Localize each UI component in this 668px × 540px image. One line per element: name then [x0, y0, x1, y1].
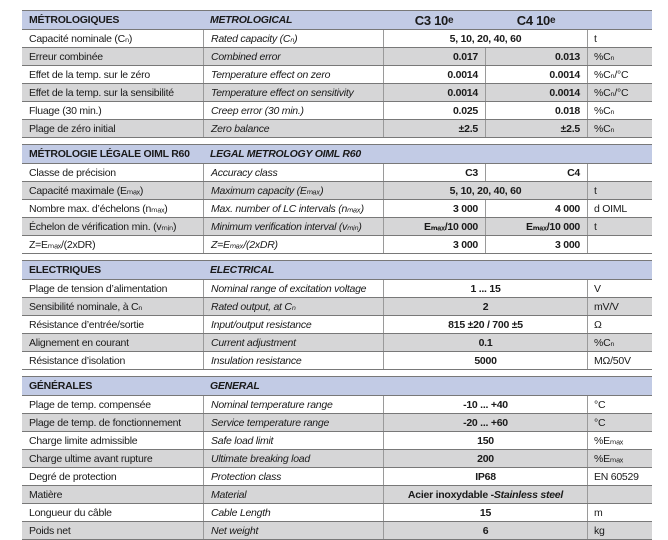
section-header-unit-cell	[587, 261, 652, 279]
label-en-cell: Net weight	[203, 522, 383, 539]
unit-cell: %Cₙ/°C	[587, 84, 652, 101]
model-header-c4	[485, 145, 587, 163]
label-en-cell: Insulation resistance	[203, 352, 383, 369]
label-en-cell: Cable Length	[203, 504, 383, 521]
model-c4-label: C4 10	[516, 13, 550, 28]
unit-cell: d OIML	[587, 200, 652, 217]
section-title-fr: GÉNÉRALES	[29, 380, 93, 392]
unit-cell: %Cₙ	[587, 48, 652, 65]
value-merged-cell: 815 ±20 / 700 ±5	[383, 316, 587, 333]
value-merged-cell: -20 ... +60	[383, 414, 587, 431]
value-c4-cell: 0.0014	[485, 66, 587, 83]
value-c4-cell: ±2.5	[485, 120, 587, 137]
unit-cell: %Cₙ	[587, 120, 652, 137]
spec-section-4	[22, 376, 652, 540]
table-row	[22, 200, 652, 218]
label-fr-cell: Classe de précision	[29, 166, 116, 179]
unit-cell: °C	[587, 396, 652, 413]
model-header-c3	[383, 145, 485, 163]
table-row	[22, 102, 652, 120]
unit-cell: t	[587, 182, 652, 199]
table-row	[22, 164, 652, 182]
value-c4-cell: 0.013	[485, 48, 587, 65]
section-title-fr: ELECTRIQUES	[29, 264, 101, 276]
label-en-cell: Maximum capacity (Eₘₐₓ)	[203, 182, 383, 199]
table-row	[22, 352, 652, 370]
value-merged-cell: 5000	[383, 352, 587, 369]
value-c3-cell: 3 000	[383, 236, 485, 253]
unit-cell: MΩ/50V	[587, 352, 652, 369]
label-en-cell: Rated output, at Cₙ	[203, 298, 383, 315]
label-en-cell: Accuracy class	[203, 164, 383, 181]
value-merged-cell: 0.1	[383, 334, 587, 351]
unit-cell: Ω	[587, 316, 652, 333]
label-fr-cell: Plage de temp. compensée	[29, 398, 151, 411]
label-en-cell: Rated capacity (Cₙ)	[203, 30, 383, 47]
unit-cell: t	[587, 30, 652, 47]
value-merged-italic: Stainless steel	[493, 488, 564, 501]
table-row	[22, 450, 652, 468]
value-c3-cell: C3	[383, 164, 485, 181]
value-c4-cell: Eₘₐₓ/10 000	[485, 218, 587, 235]
label-en-cell: Safe load limit	[203, 432, 383, 449]
label-en-cell: Temperature effect on zero	[203, 66, 383, 83]
label-en-cell: Minimum verification interval (vₘᵢₙ)	[203, 218, 383, 235]
value-merged-cell: Acier inoxydable - Stainless steel	[383, 486, 587, 503]
unit-cell: %Eₘₐₓ	[587, 432, 652, 449]
model-header-c3	[383, 11, 485, 29]
section-header-row	[22, 145, 652, 164]
label-en-cell: Current adjustment	[203, 334, 383, 351]
table-row	[22, 504, 652, 522]
label-fr-cell: Charge limite admissible	[29, 434, 138, 447]
label-en-cell: Combined error	[203, 48, 383, 65]
section-header-unit-cell	[587, 377, 652, 395]
value-c4-cell: C4	[485, 164, 587, 181]
value-c4-cell: 0.0014	[485, 84, 587, 101]
spec-section-2	[22, 144, 652, 254]
label-en-cell: Creep error (30 min.)	[203, 102, 383, 119]
label-fr-cell: Erreur combinée	[29, 50, 103, 63]
section-header-unit-cell	[587, 145, 652, 163]
value-merged-cell: 6	[383, 522, 587, 539]
model-header-c3	[383, 261, 485, 279]
table-row	[22, 120, 652, 138]
table-row	[22, 522, 652, 540]
label-fr-cell: Charge ultime avant rupture	[29, 452, 153, 465]
value-c4-cell: 4 000	[485, 200, 587, 217]
table-row	[22, 316, 652, 334]
table-row	[22, 414, 652, 432]
table-row	[22, 432, 652, 450]
unit-cell: °C	[587, 414, 652, 431]
table-row	[22, 30, 652, 48]
label-en-cell: Nominal range of excitation voltage	[203, 280, 383, 297]
label-fr-cell: Nombre max. d’échelons (nₘₐₓ)	[29, 202, 168, 215]
unit-cell: V	[587, 280, 652, 297]
table-row	[22, 84, 652, 102]
section-title-en: METROLOGICAL	[210, 14, 293, 26]
label-fr-cell: Degré de protection	[29, 470, 117, 483]
value-c4-cell: 3 000	[485, 236, 587, 253]
table-row	[22, 66, 652, 84]
label-en-cell: Max. number of LC intervals (nₘₐₓ)	[203, 200, 383, 217]
unit-cell: m	[587, 504, 652, 521]
model-header-c4	[485, 377, 587, 395]
label-fr-cell: Résistance d’entrée/sortie	[29, 318, 144, 331]
section-title-en: ELECTRICAL	[210, 264, 274, 276]
value-merged-cell: 2	[383, 298, 587, 315]
model-header-c4	[485, 261, 587, 279]
label-en-cell: Material	[203, 486, 383, 503]
spec-section-1	[22, 10, 652, 138]
label-fr-cell: Longueur du câble	[29, 506, 112, 519]
value-merged-cell: 5, 10, 20, 40, 60	[383, 30, 587, 47]
value-merged-cell: 15	[383, 504, 587, 521]
unit-cell	[587, 486, 652, 503]
label-fr-cell: Z=Eₘₐₓ/(2xDR)	[29, 238, 96, 251]
model-c3-suffix: e	[447, 15, 454, 26]
label-fr-cell: Échelon de vérification min. (vₘᵢₙ)	[29, 220, 177, 233]
model-c4-suffix: e	[549, 15, 556, 26]
table-row	[22, 48, 652, 66]
section-header-unit-cell	[587, 11, 652, 29]
section-title-fr: MÉTROLOGIE LÉGALE OIML R60	[29, 148, 190, 160]
value-c4-cell: 0.018	[485, 102, 587, 119]
table-row	[22, 486, 652, 504]
section-header-row	[22, 11, 652, 30]
label-en-cell: Input/output resistance	[203, 316, 383, 333]
section-header-row	[22, 261, 652, 280]
section-title-en: GENERAL	[210, 380, 260, 392]
label-en-cell: Service temperature range	[203, 414, 383, 431]
label-en-cell: Protection class	[203, 468, 383, 485]
section-header-row	[22, 377, 652, 396]
unit-cell	[587, 164, 652, 181]
value-merged-cell: 5, 10, 20, 40, 60	[383, 182, 587, 199]
section-title-en: LEGAL METROLOGY OIML R60	[210, 148, 361, 160]
unit-cell: kg	[587, 522, 652, 539]
value-c3-cell: 3 000	[383, 200, 485, 217]
model-header-c3	[383, 377, 485, 395]
value-merged-cell: 200	[383, 450, 587, 467]
unit-cell: mV/V	[587, 298, 652, 315]
label-fr-cell: Matière	[29, 488, 63, 501]
label-en-cell: Nominal temperature range	[203, 396, 383, 413]
table-row	[22, 298, 652, 316]
label-fr-cell: Plage de tension d’alimentation	[29, 282, 168, 295]
label-fr-cell: Plage de zéro initial	[29, 122, 116, 135]
unit-cell: %Cₙ	[587, 334, 652, 351]
unit-cell: %Cₙ	[587, 102, 652, 119]
value-c3-cell: ±2.5	[383, 120, 485, 137]
value-c3-cell: 0.0014	[383, 66, 485, 83]
table-row	[22, 218, 652, 236]
spec-sheet-table	[22, 10, 652, 540]
value-c3-cell: Eₘₐₓ/10 000	[383, 218, 485, 235]
value-c3-cell: 0.025	[383, 102, 485, 119]
model-header-c4	[485, 11, 587, 29]
table-row	[22, 468, 652, 486]
value-merged-cell: -10 ... +40	[383, 396, 587, 413]
value-merged-cell: 1 ... 15	[383, 280, 587, 297]
value-c3-cell: 0.017	[383, 48, 485, 65]
label-en-cell: Z=Eₘₐₓ/(2xDR)	[203, 236, 383, 253]
label-en-cell: Ultimate breaking load	[203, 450, 383, 467]
unit-cell: EN 60529	[587, 468, 652, 485]
label-fr-cell: Capacité maximale (Eₘₐₓ)	[29, 184, 144, 197]
label-en-cell: Zero balance	[203, 120, 383, 137]
label-fr-cell: Effet de la temp. sur le zéro	[29, 68, 150, 81]
value-merged-cell: 150	[383, 432, 587, 449]
table-row	[22, 182, 652, 200]
label-fr-cell: Plage de temp. de fonctionnement	[29, 416, 181, 429]
value-c3-cell: 0.0014	[383, 84, 485, 101]
table-row	[22, 236, 652, 254]
unit-cell	[587, 236, 652, 253]
label-en-cell: Temperature effect on sensitivity	[203, 84, 383, 101]
table-row	[22, 280, 652, 298]
label-fr-cell: Poids net	[29, 524, 71, 537]
unit-cell: %Eₘₐₓ	[587, 450, 652, 467]
model-c3-label: C3 10	[414, 13, 448, 28]
value-merged-cell: IP68	[383, 468, 587, 485]
spec-section-3	[22, 260, 652, 370]
table-row	[22, 334, 652, 352]
label-fr-cell: Capacité nominale (Cₙ)	[29, 32, 133, 45]
label-fr-cell: Alignement en courant	[29, 336, 129, 349]
label-fr-cell: Fluage (30 min.)	[29, 104, 102, 117]
unit-cell: t	[587, 218, 652, 235]
label-fr-cell: Effet de la temp. sur la sensibilité	[29, 86, 174, 99]
label-fr-cell: Sensibilité nominale, à Cₙ	[29, 300, 143, 313]
section-title-fr: MÉTROLOGIQUES	[29, 14, 120, 26]
label-fr-cell: Résistance d’isolation	[29, 354, 126, 367]
table-row	[22, 396, 652, 414]
unit-cell: %Cₙ/°C	[587, 66, 652, 83]
